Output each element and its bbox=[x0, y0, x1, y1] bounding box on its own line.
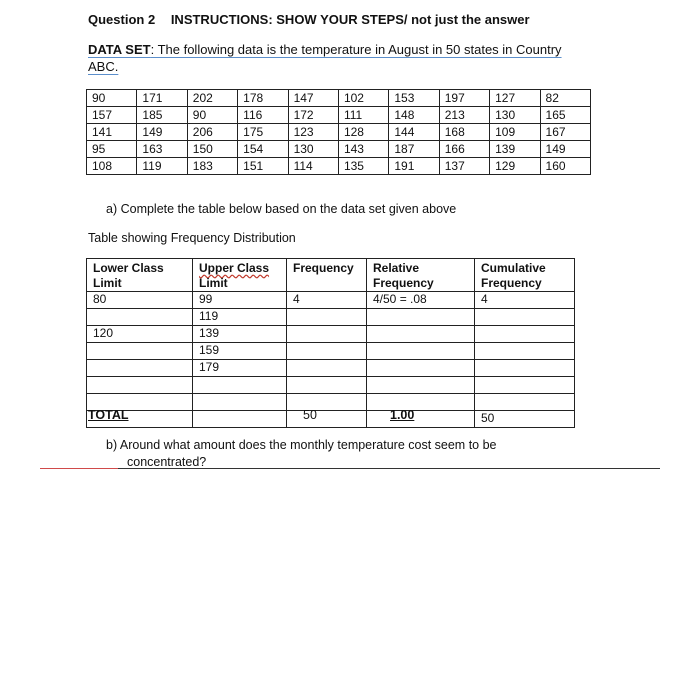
upper-limit-cell: 99 bbox=[193, 292, 287, 309]
relative-frequency-cell bbox=[367, 326, 475, 343]
data-cell: 154 bbox=[238, 141, 288, 158]
data-cell: 148 bbox=[389, 107, 439, 124]
data-cell: 149 bbox=[540, 141, 590, 158]
question-instructions: INSTRUCTIONS: SHOW YOUR STEPS/ not just the answer bbox=[170, 12, 530, 27]
total-relative-frequency: 1.00 bbox=[390, 408, 415, 422]
data-cell: 167 bbox=[540, 124, 590, 141]
data-cell: 178 bbox=[238, 90, 288, 107]
data-cell: 185 bbox=[137, 107, 187, 124]
dataset-label: DATA SET bbox=[88, 42, 151, 57]
total-frequency: 50 bbox=[303, 408, 317, 422]
frequency-row bbox=[87, 343, 575, 360]
temperature-data-table bbox=[86, 89, 591, 175]
data-cell: 149 bbox=[137, 124, 187, 141]
data-cell: 137 bbox=[439, 158, 489, 175]
data-cell: 135 bbox=[338, 158, 388, 175]
data-cell: 130 bbox=[490, 107, 540, 124]
part-a-prompt: a) Complete the table below based on the data set given above bbox=[106, 202, 457, 216]
data-cell: 102 bbox=[338, 90, 388, 107]
data-cell: 151 bbox=[238, 158, 288, 175]
data-cell: 144 bbox=[389, 124, 439, 141]
data-cell: 111 bbox=[338, 107, 388, 124]
frequency-row bbox=[87, 377, 575, 394]
frequency-table-header bbox=[87, 259, 575, 292]
data-cell: 163 bbox=[137, 141, 187, 158]
header-upper-class-limit: Upper Class Limit bbox=[193, 259, 287, 292]
upper-limit-cell bbox=[193, 394, 287, 411]
header-frequency: Frequency bbox=[287, 259, 367, 292]
data-cell: 197 bbox=[439, 90, 489, 107]
relative-frequency-cell bbox=[367, 411, 475, 428]
data-row bbox=[87, 141, 591, 158]
data-cell: 166 bbox=[439, 141, 489, 158]
upper-limit-cell: 119 bbox=[193, 309, 287, 326]
data-cell: 206 bbox=[187, 124, 237, 141]
lower-limit-cell: 80 bbox=[87, 292, 193, 309]
dataset-text: : The following data is the temperature in August in 50 states in Country ABC. bbox=[88, 42, 562, 74]
data-cell: 141 bbox=[87, 124, 137, 141]
upper-limit-cell: 179 bbox=[193, 360, 287, 377]
data-cell: 153 bbox=[389, 90, 439, 107]
data-cell: 119 bbox=[137, 158, 187, 175]
frequency-cell: 4 bbox=[287, 292, 367, 309]
header-relative-frequency: Relative Frequency bbox=[367, 259, 475, 292]
data-cell: 90 bbox=[187, 107, 237, 124]
frequency-row bbox=[87, 326, 575, 343]
data-cell: 95 bbox=[87, 141, 137, 158]
cumulative-frequency-cell bbox=[475, 309, 575, 326]
data-cell: 168 bbox=[439, 124, 489, 141]
lower-limit-cell bbox=[87, 360, 193, 377]
cumulative-frequency-cell bbox=[475, 377, 575, 394]
data-cell: 191 bbox=[389, 158, 439, 175]
cumulative-frequency-cell bbox=[475, 360, 575, 377]
data-cell: 127 bbox=[490, 90, 540, 107]
relative-frequency-cell bbox=[367, 309, 475, 326]
data-cell: 183 bbox=[187, 158, 237, 175]
data-cell: 172 bbox=[288, 107, 338, 124]
frequency-cell bbox=[287, 360, 367, 377]
data-cell: 187 bbox=[389, 141, 439, 158]
header-cumulative-frequency: Cumulative Frequency bbox=[475, 259, 575, 292]
data-cell: 109 bbox=[490, 124, 540, 141]
data-row bbox=[87, 158, 591, 175]
data-cell: 171 bbox=[137, 90, 187, 107]
header-lower-class-limit: Lower Class Limit bbox=[87, 259, 193, 292]
frequency-cell bbox=[287, 411, 367, 428]
upper-limit-cell: 159 bbox=[193, 343, 287, 360]
data-cell: 143 bbox=[338, 141, 388, 158]
frequency-cell bbox=[287, 343, 367, 360]
total-label: TOTAL bbox=[88, 408, 129, 422]
data-cell: 114 bbox=[288, 158, 338, 175]
data-cell: 175 bbox=[238, 124, 288, 141]
relative-frequency-cell bbox=[367, 360, 475, 377]
part-b-line-2: concentrated? bbox=[127, 455, 207, 469]
cumulative-frequency-cell bbox=[475, 394, 575, 411]
data-row bbox=[87, 90, 591, 107]
cumulative-frequency-cell bbox=[475, 343, 575, 360]
question-heading bbox=[88, 12, 530, 27]
cumulative-frequency-cell: 4 bbox=[475, 292, 575, 309]
data-cell: 123 bbox=[288, 124, 338, 141]
data-cell: 116 bbox=[238, 107, 288, 124]
data-cell: 157 bbox=[87, 107, 137, 124]
data-cell: 129 bbox=[490, 158, 540, 175]
data-cell: 150 bbox=[187, 141, 237, 158]
lower-limit-cell bbox=[87, 377, 193, 394]
frequency-row bbox=[87, 292, 575, 309]
frequency-cell bbox=[287, 309, 367, 326]
data-cell: 165 bbox=[540, 107, 590, 124]
upper-limit-cell: 139 bbox=[193, 326, 287, 343]
relative-frequency-cell bbox=[367, 377, 475, 394]
relative-frequency-cell bbox=[367, 394, 475, 411]
frequency-row bbox=[87, 394, 575, 411]
data-row bbox=[87, 107, 591, 124]
upper-limit-cell bbox=[193, 377, 287, 394]
question-number: Question 2 bbox=[88, 12, 156, 27]
cumulative-frequency-cell bbox=[475, 326, 575, 343]
relative-frequency-cell: 4/50 = .08 bbox=[367, 292, 475, 309]
upper-limit-cell bbox=[193, 411, 287, 428]
data-cell: 147 bbox=[288, 90, 338, 107]
data-cell: 108 bbox=[87, 158, 137, 175]
frequency-row bbox=[87, 309, 575, 326]
part-b-line-1: b) Around what amount does the monthly temperature cost seem to be bbox=[106, 438, 497, 452]
lower-limit-cell bbox=[87, 309, 193, 326]
divider-line bbox=[40, 468, 660, 469]
cumulative-frequency-cell: 50 bbox=[475, 411, 575, 428]
data-cell: 213 bbox=[439, 107, 489, 124]
frequency-row bbox=[87, 411, 575, 428]
lower-limit-cell bbox=[87, 343, 193, 360]
part-b-prompt bbox=[106, 437, 546, 471]
frequency-row bbox=[87, 360, 575, 377]
relative-frequency-cell bbox=[367, 343, 475, 360]
data-cell: 130 bbox=[288, 141, 338, 158]
data-cell: 82 bbox=[540, 90, 590, 107]
frequency-cell bbox=[287, 394, 367, 411]
data-cell: 128 bbox=[338, 124, 388, 141]
frequency-cell bbox=[287, 377, 367, 394]
dataset-description bbox=[88, 41, 588, 75]
table-caption: Table showing Frequency Distribution bbox=[88, 231, 296, 245]
data-cell: 202 bbox=[187, 90, 237, 107]
data-cell: 139 bbox=[490, 141, 540, 158]
frequency-distribution-table bbox=[86, 258, 575, 428]
lower-limit-cell: 120 bbox=[87, 326, 193, 343]
data-cell: 90 bbox=[87, 90, 137, 107]
data-row bbox=[87, 124, 591, 141]
divider-accent bbox=[40, 468, 118, 469]
frequency-cell bbox=[287, 326, 367, 343]
data-cell: 160 bbox=[540, 158, 590, 175]
